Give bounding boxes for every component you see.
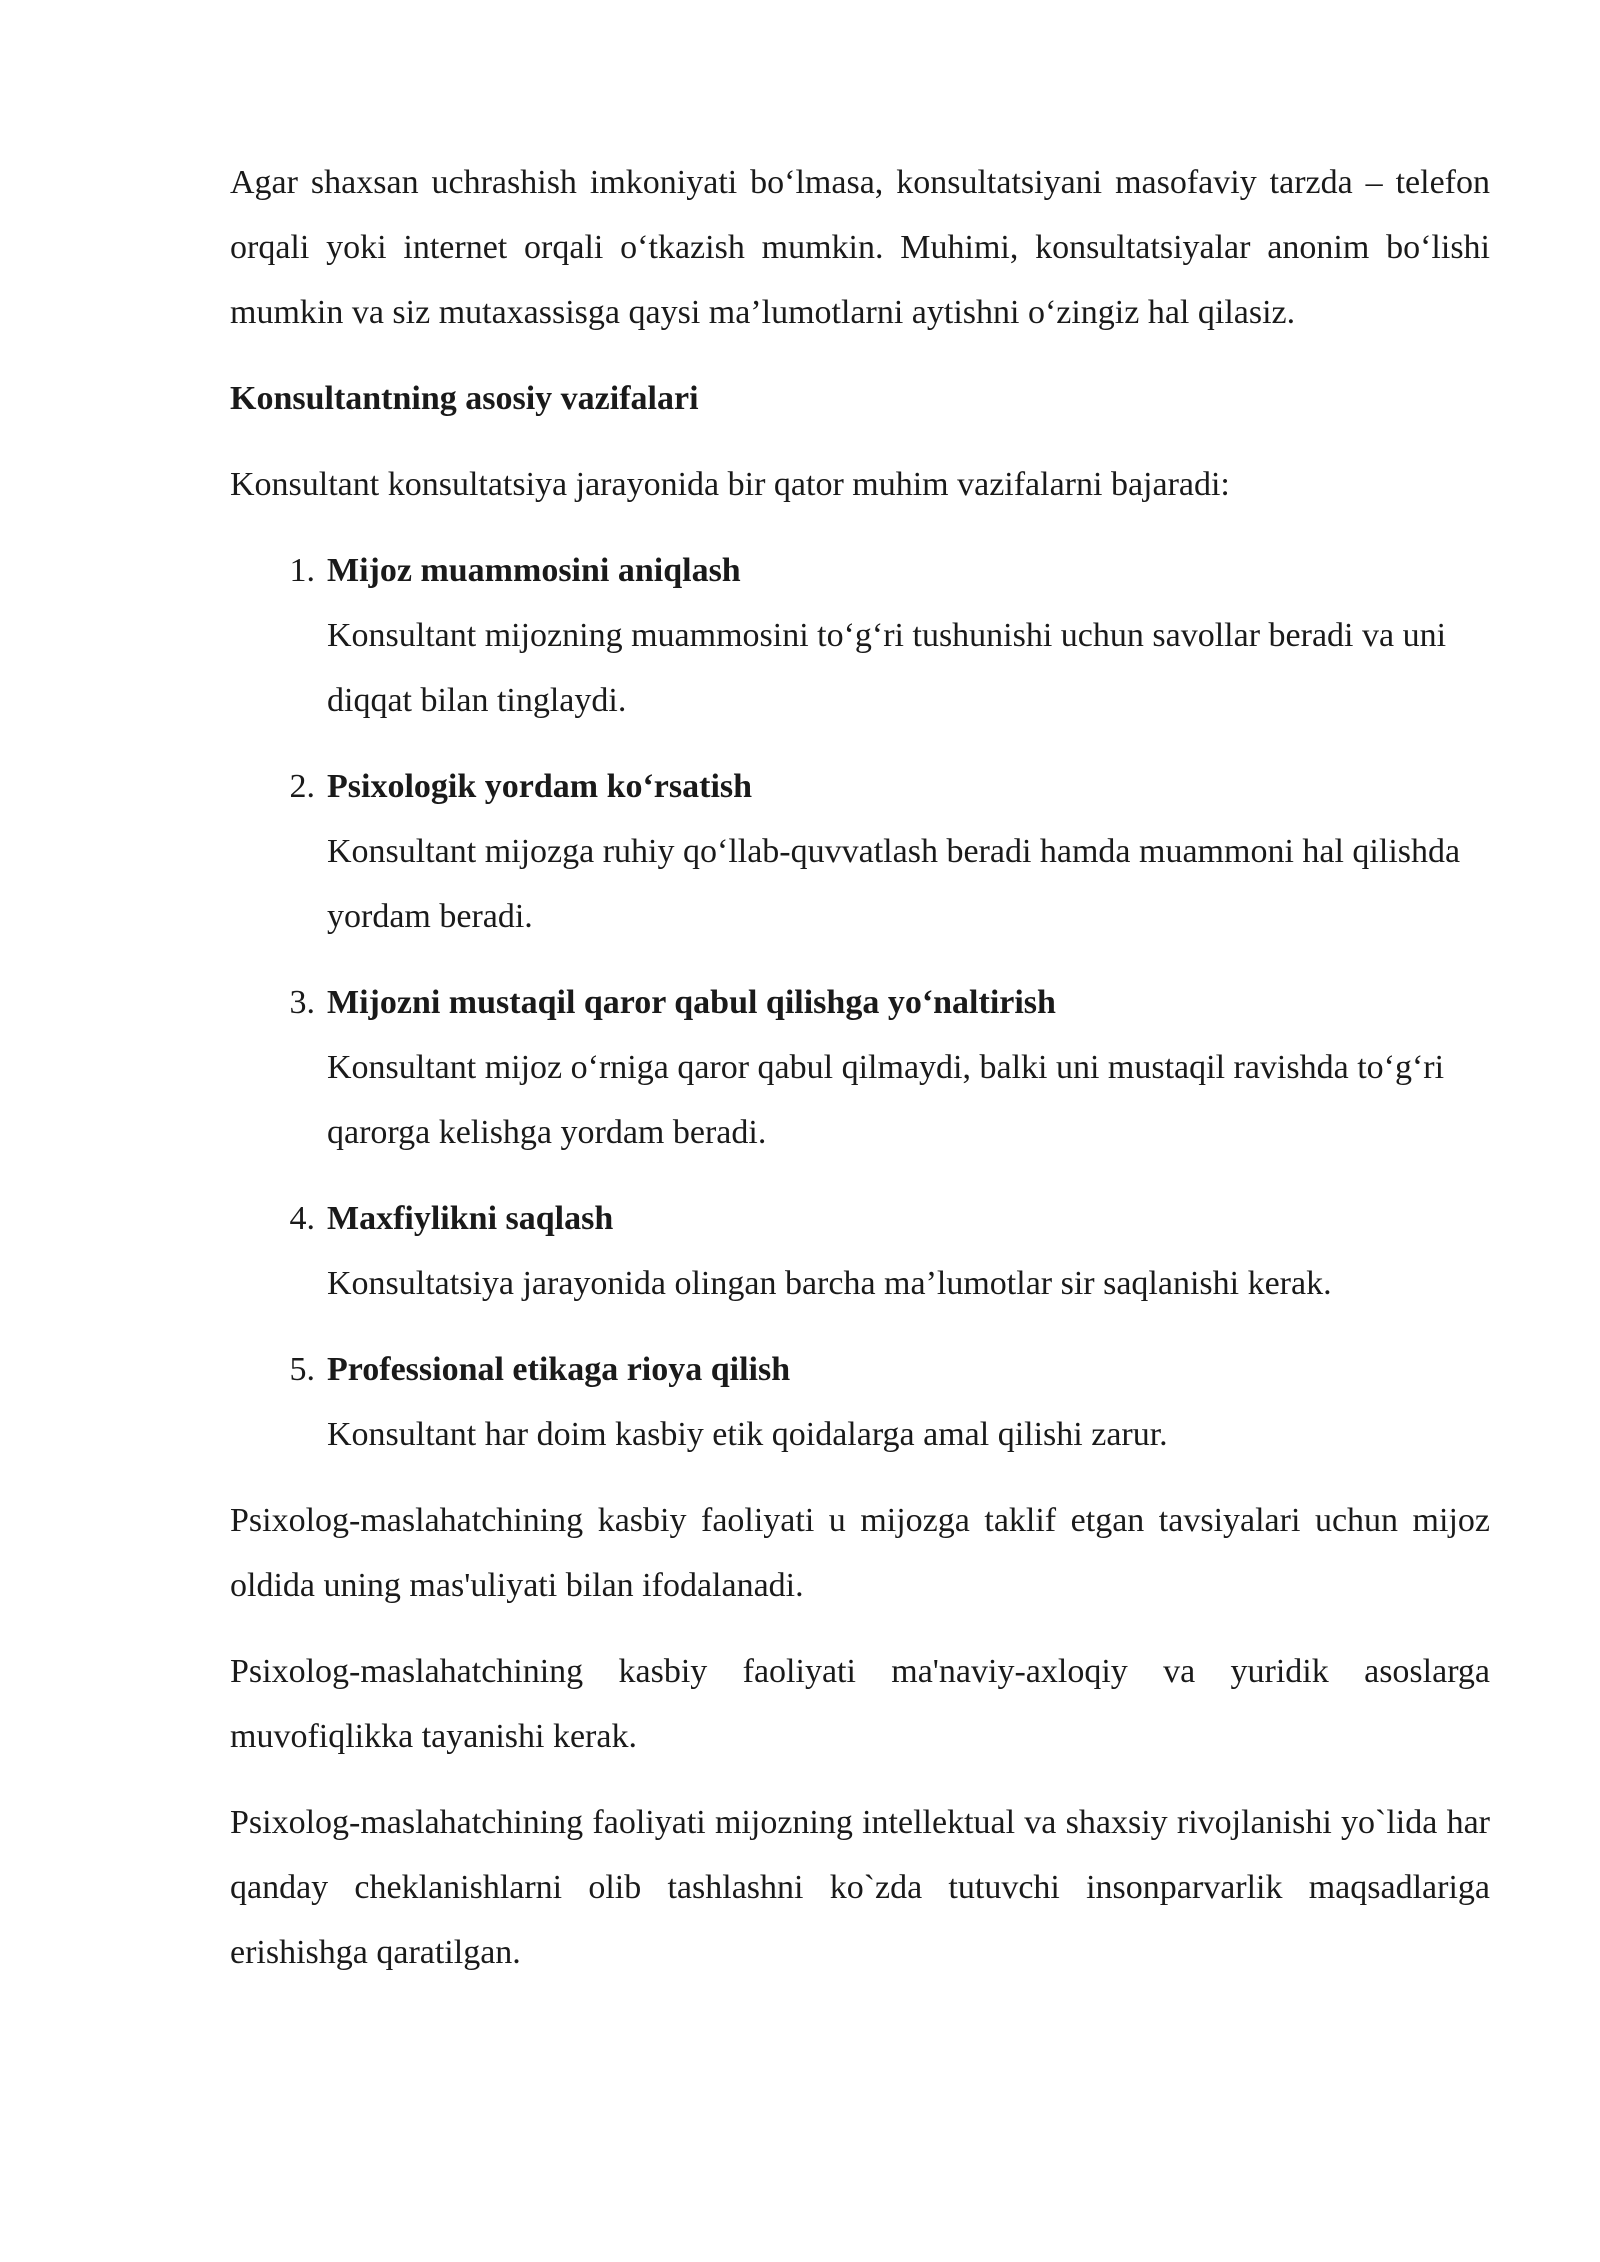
list-item-number: 2. bbox=[289, 768, 315, 805]
list-item-title: Mijoz muammosini aniqlash bbox=[327, 552, 741, 589]
list-item bbox=[289, 1337, 1490, 1467]
list-item bbox=[289, 754, 1490, 949]
list-item-number: 1. bbox=[289, 552, 315, 589]
list-item-body: Konsultant har doim kasbiy etik qoidalarga amal qilishi zarur. bbox=[327, 1416, 1168, 1453]
tasks-list bbox=[230, 538, 1490, 1467]
list-item-title: Maxfiylikni saqlash bbox=[327, 1200, 614, 1237]
list-item-body: Konsultant mijozga ruhiy qo‘llab-quvvatlash beradi hamda muammoni hal qilishda yordam beradi. bbox=[327, 833, 1461, 935]
list-item-number: 3. bbox=[289, 984, 315, 1021]
list-item-number: 4. bbox=[289, 1200, 315, 1237]
list-item-number: 5. bbox=[289, 1351, 315, 1388]
list-item-body: Konsultant mijoz o‘rniga qaror qabul qilmaydi, balki uni mustaqil ravishda to‘g‘ri qarorga kelishga yordam beradi. bbox=[327, 1049, 1445, 1151]
intro-paragraph: Agar shaxsan uchrashish imkoniyati bo‘lmasa, konsultatsiyani masofaviy tarzda – telefon orqali yoki internet orqali o‘tkazish mumkin. Muhimi, konsultatsiyalar anonim bo‘lishi mumkin va siz mutaxassisga qaysi ma’lumotlarni aytishni o‘zingiz hal qilasiz. bbox=[230, 164, 1490, 331]
list-item bbox=[289, 970, 1490, 1165]
list-item-body: Konsultatsiya jarayonida olingan barcha ma’lumotlar sir saqlanishi kerak. bbox=[327, 1265, 1332, 1302]
list-item-title: Psixologik yordam ko‘rsatish bbox=[327, 768, 753, 805]
list-item bbox=[289, 538, 1490, 733]
lead-sentence: Konsultant konsultatsiya jarayonida bir qator muhim vazifalarni bajaradi: bbox=[230, 466, 1230, 503]
section-heading: Konsultantning asosiy vazifalari bbox=[230, 380, 699, 417]
list-item-body: Konsultant mijozning muammosini to‘g‘ri tushunishi uchun savollar beradi va uni diqqat bilan tinglaydi. bbox=[327, 617, 1447, 719]
closing-paragraph: Psixolog-maslahatchining kasbiy faoliyati u mijozga taklif etgan tavsiyalari uchun mijoz oldida uning mas'uliyati bilan ifodalanadi. bbox=[230, 1502, 1490, 1604]
document-page bbox=[230, 150, 1490, 1985]
list-item-title: Mijozni mustaqil qaror qabul qilishga yo‘naltirish bbox=[327, 984, 1056, 1021]
list-item bbox=[289, 1186, 1490, 1316]
list-item-title: Professional etikaga rioya qilish bbox=[327, 1351, 791, 1388]
closing-paragraph: Psixolog-maslahatchining faoliyati mijozning intellektual va shaxsiy rivojlanishi yo`lida har qanday cheklanishlarni olib tashlashni ko`zda tutuvchi insonparvarlik maqsadlariga erishishga qaratilgan. bbox=[230, 1804, 1490, 1971]
closing-paragraph: Psixolog-maslahatchining kasbiy faoliyati ma'naviy-axloqiy va yuridik asoslarga muvofiqlikka tayanishi kerak. bbox=[230, 1653, 1490, 1755]
